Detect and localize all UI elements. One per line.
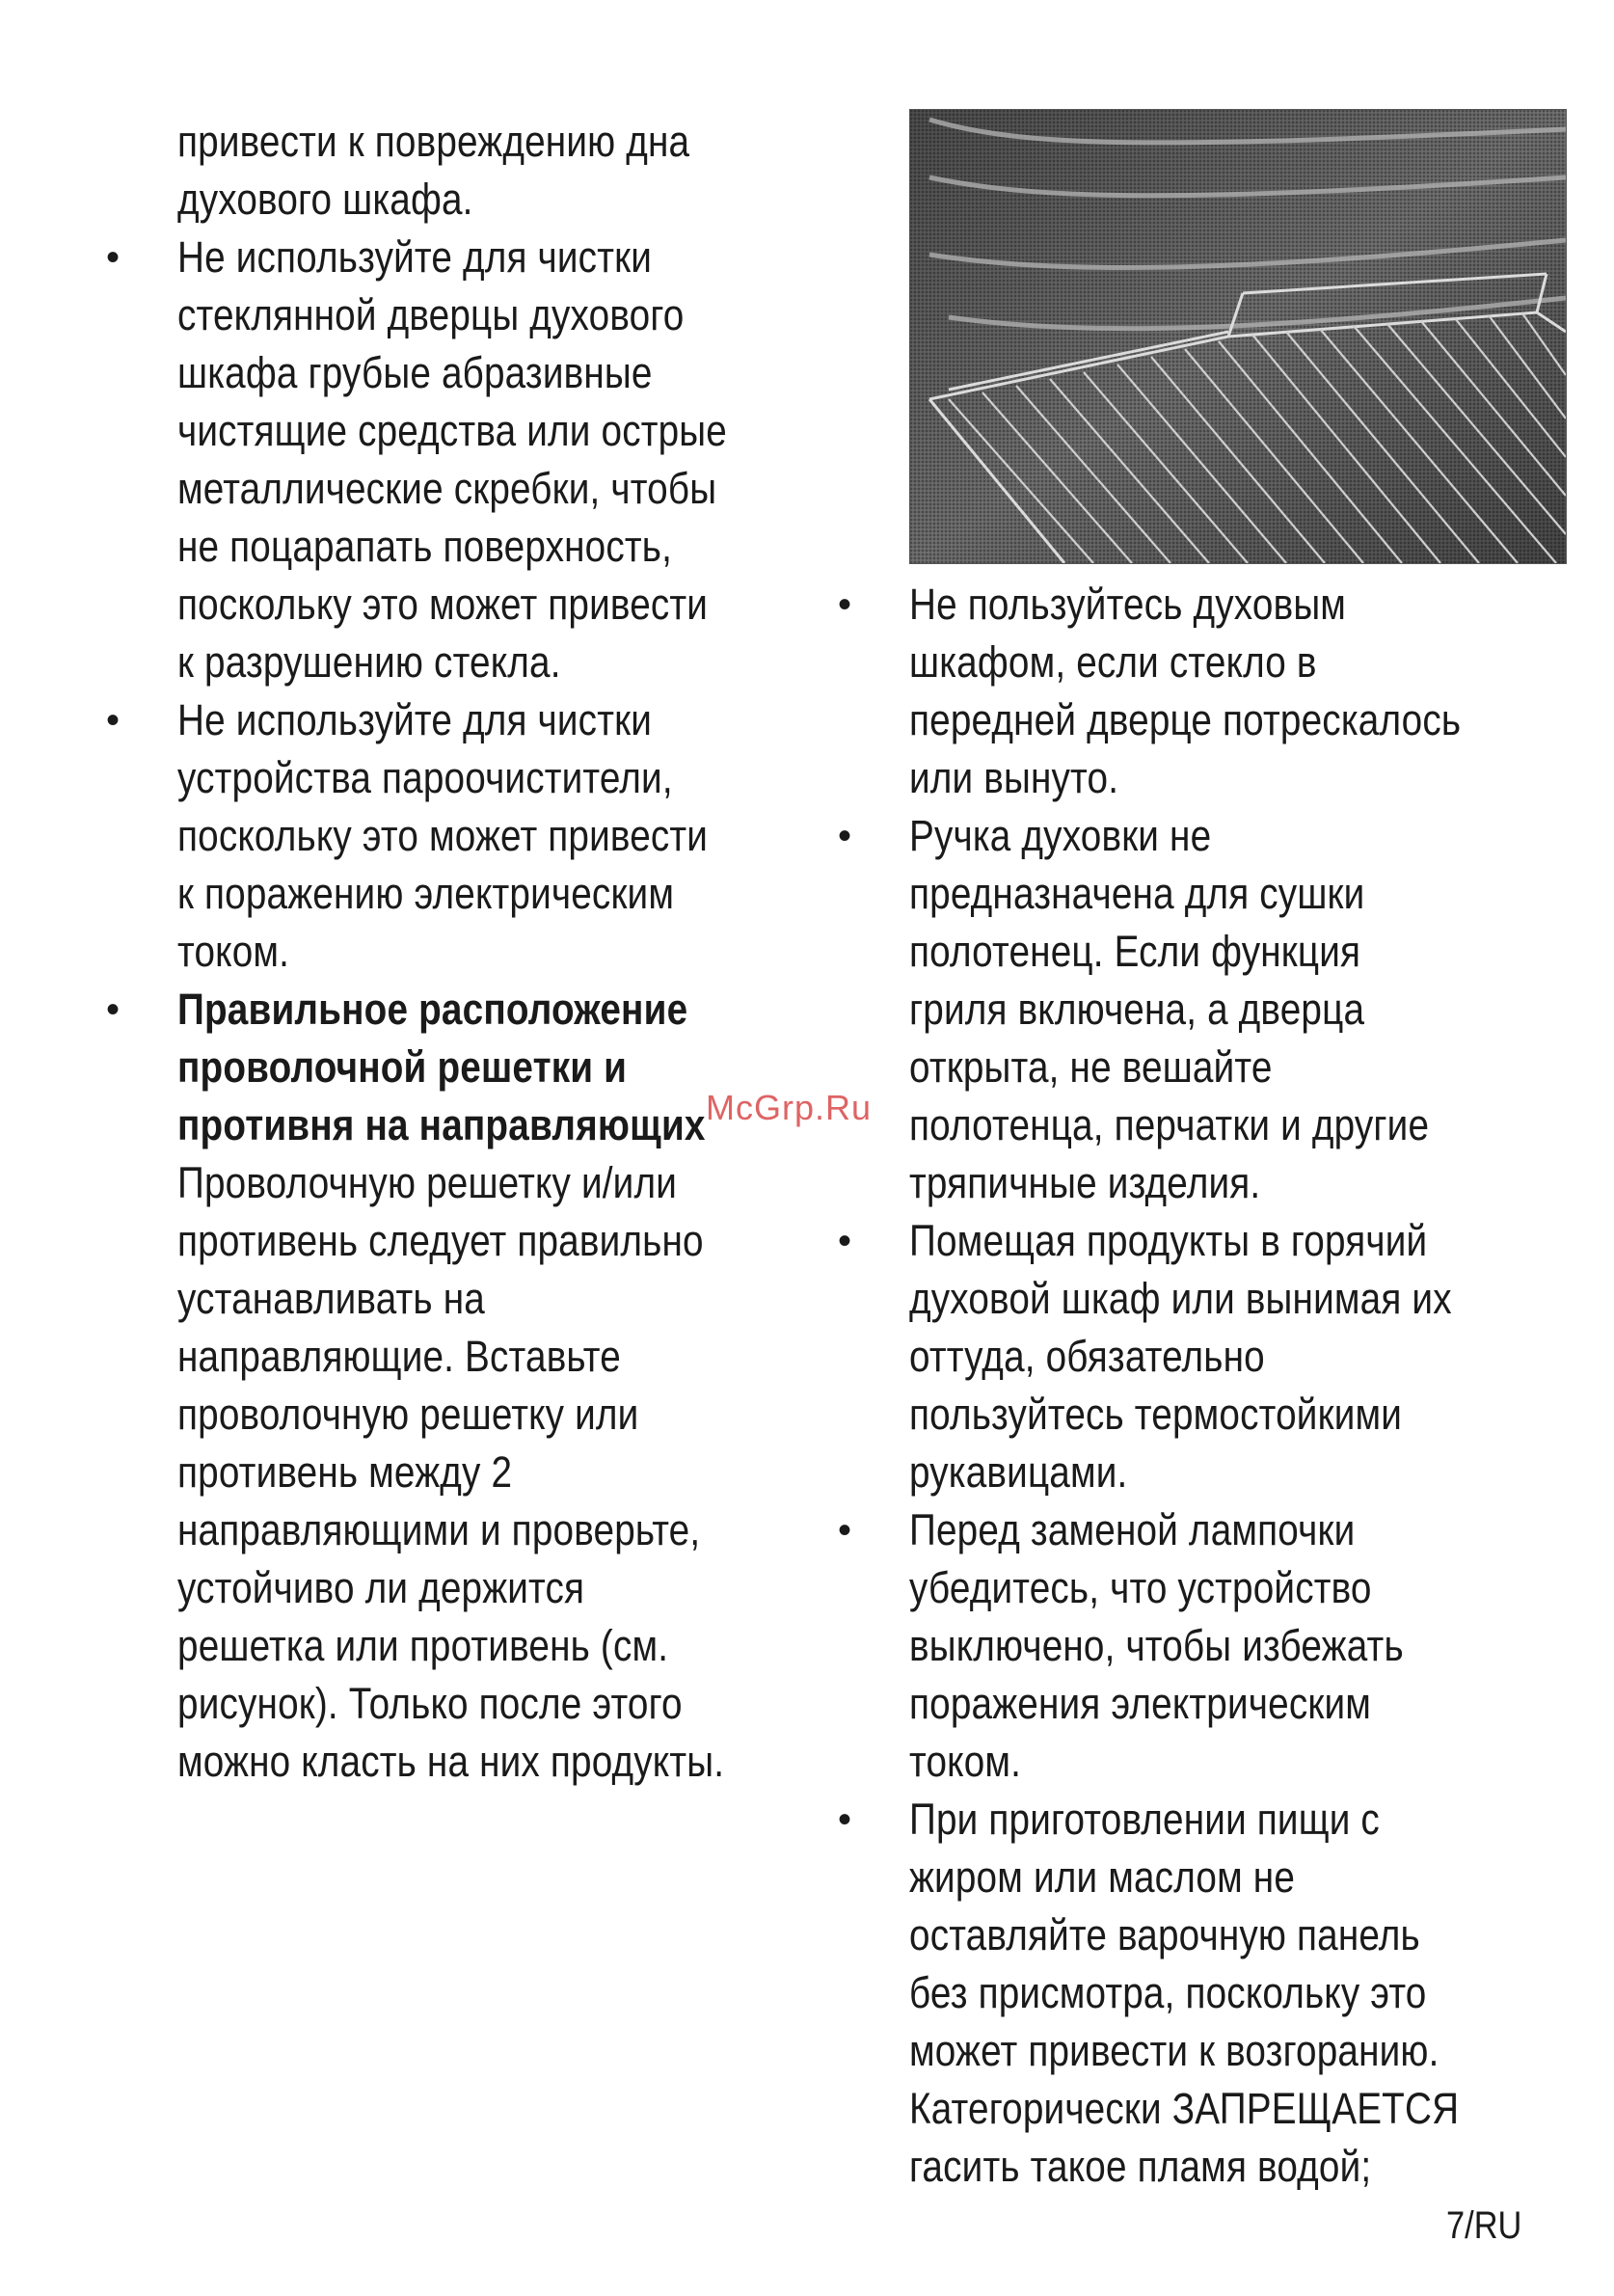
text-line: или вынуто. — [909, 753, 1119, 802]
text-line: духового шкафа. — [177, 175, 473, 224]
text-line: Перед заменой лампочки — [909, 1505, 1356, 1554]
text-line: гасить такое пламя водой; — [909, 2142, 1372, 2191]
bullet-point: • — [838, 1798, 852, 1841]
bullet-point: • — [838, 1509, 852, 1552]
text-line: не поцарапать поверхность, — [177, 522, 673, 571]
text-line: без присмотра, поскольку это — [909, 1968, 1427, 2017]
text-line: стеклянной дверцы духового — [177, 290, 685, 339]
text-line: При приготовлении пищи с — [909, 1795, 1380, 1844]
text-line: Ручка духовки не — [909, 811, 1212, 860]
text-line: током. — [909, 1737, 1022, 1786]
watermark: McGrp.Ru — [706, 1088, 873, 1127]
text-line: током. — [177, 927, 290, 976]
text-line: жиром или маслом не — [909, 1852, 1296, 1902]
text-line: поскольку это может привести — [177, 811, 709, 860]
text-line: тряпичные изделия. — [909, 1158, 1261, 1207]
bullet-point: • — [106, 236, 121, 279]
section-heading: проволочной решетки и — [177, 1042, 628, 1092]
text-line: рисунок). Только после этого — [177, 1679, 683, 1728]
text-line: проволочную решетку или — [177, 1390, 639, 1439]
bullet-point: • — [838, 583, 852, 626]
text-line: рукавицами. — [909, 1447, 1128, 1497]
bullet-point: • — [106, 988, 121, 1031]
text-line: к поражению электрическим — [177, 869, 675, 918]
text-line: противень следует правильно — [177, 1216, 704, 1265]
text-line: металлические скребки, чтобы — [177, 464, 717, 513]
bullet-point: • — [838, 815, 852, 857]
text-line: гриля включена, а дверца — [909, 985, 1365, 1034]
text-line: Проволочную решетку и/или — [177, 1158, 678, 1207]
text-line: шкафом, если стекло в — [909, 637, 1317, 687]
text-line: Категорически ЗАПРЕЩАЕТСЯ — [909, 2084, 1460, 2133]
text-line: пользуйтесь термостойкими — [909, 1390, 1403, 1439]
bullet-point: • — [106, 699, 121, 742]
text-line: к разрушению стекла. — [177, 637, 561, 687]
text-line: Не пользуйтесь духовым — [909, 580, 1347, 629]
text-line: открыта, не вешайте — [909, 1042, 1273, 1092]
text-line: устройства пароочистители, — [177, 753, 673, 802]
text-line: противень между 2 — [177, 1447, 513, 1497]
text-line: направляющими и проверьте, — [177, 1505, 701, 1554]
text-line: Не используйте для чистки — [177, 232, 652, 282]
text-line: Не используйте для чистки — [177, 695, 652, 744]
page-number: 7/RU — [1446, 2204, 1522, 2247]
text-line: Помещая продукты в горячий — [909, 1216, 1428, 1265]
text-line: привести к повреждению дна — [177, 117, 690, 166]
text-line: шкафа грубые абразивные — [177, 348, 653, 397]
text-line: оттуда, обязательно — [909, 1332, 1265, 1381]
text-line: направляющие. Вставьте — [177, 1332, 621, 1381]
text-line: можно класть на них продукты. — [177, 1737, 725, 1786]
text-line: решетка или противень (см. — [177, 1621, 669, 1670]
oven-rack-photo — [909, 109, 1567, 564]
text-line: выключено, чтобы избежать — [909, 1621, 1404, 1670]
text-line: поражения электрическим — [909, 1679, 1372, 1728]
bullet-point: • — [838, 1220, 852, 1262]
text-line: духовой шкаф или вынимая их — [909, 1274, 1452, 1323]
text-line: предназначена для сушки — [909, 869, 1365, 918]
text-line: чистящие средства или острые — [177, 406, 727, 455]
text-line: полотенец. Если функция — [909, 927, 1361, 976]
text-line: оставляйте варочную панель — [909, 1910, 1420, 1959]
section-heading: противня на направляющих — [177, 1100, 706, 1149]
text-line: убедитесь, что устройство — [909, 1563, 1372, 1612]
text-line: может привести к возгоранию. — [909, 2026, 1439, 2075]
section-heading: Правильное расположение — [177, 985, 688, 1034]
text-line: передней дверце потрескалось — [909, 695, 1462, 744]
text-line: полотенца, перчатки и другие — [909, 1100, 1430, 1149]
text-line: поскольку это может привести — [177, 580, 709, 629]
text-line: устанавливать на — [177, 1274, 485, 1323]
text-line: устойчиво ли держится — [177, 1563, 585, 1612]
